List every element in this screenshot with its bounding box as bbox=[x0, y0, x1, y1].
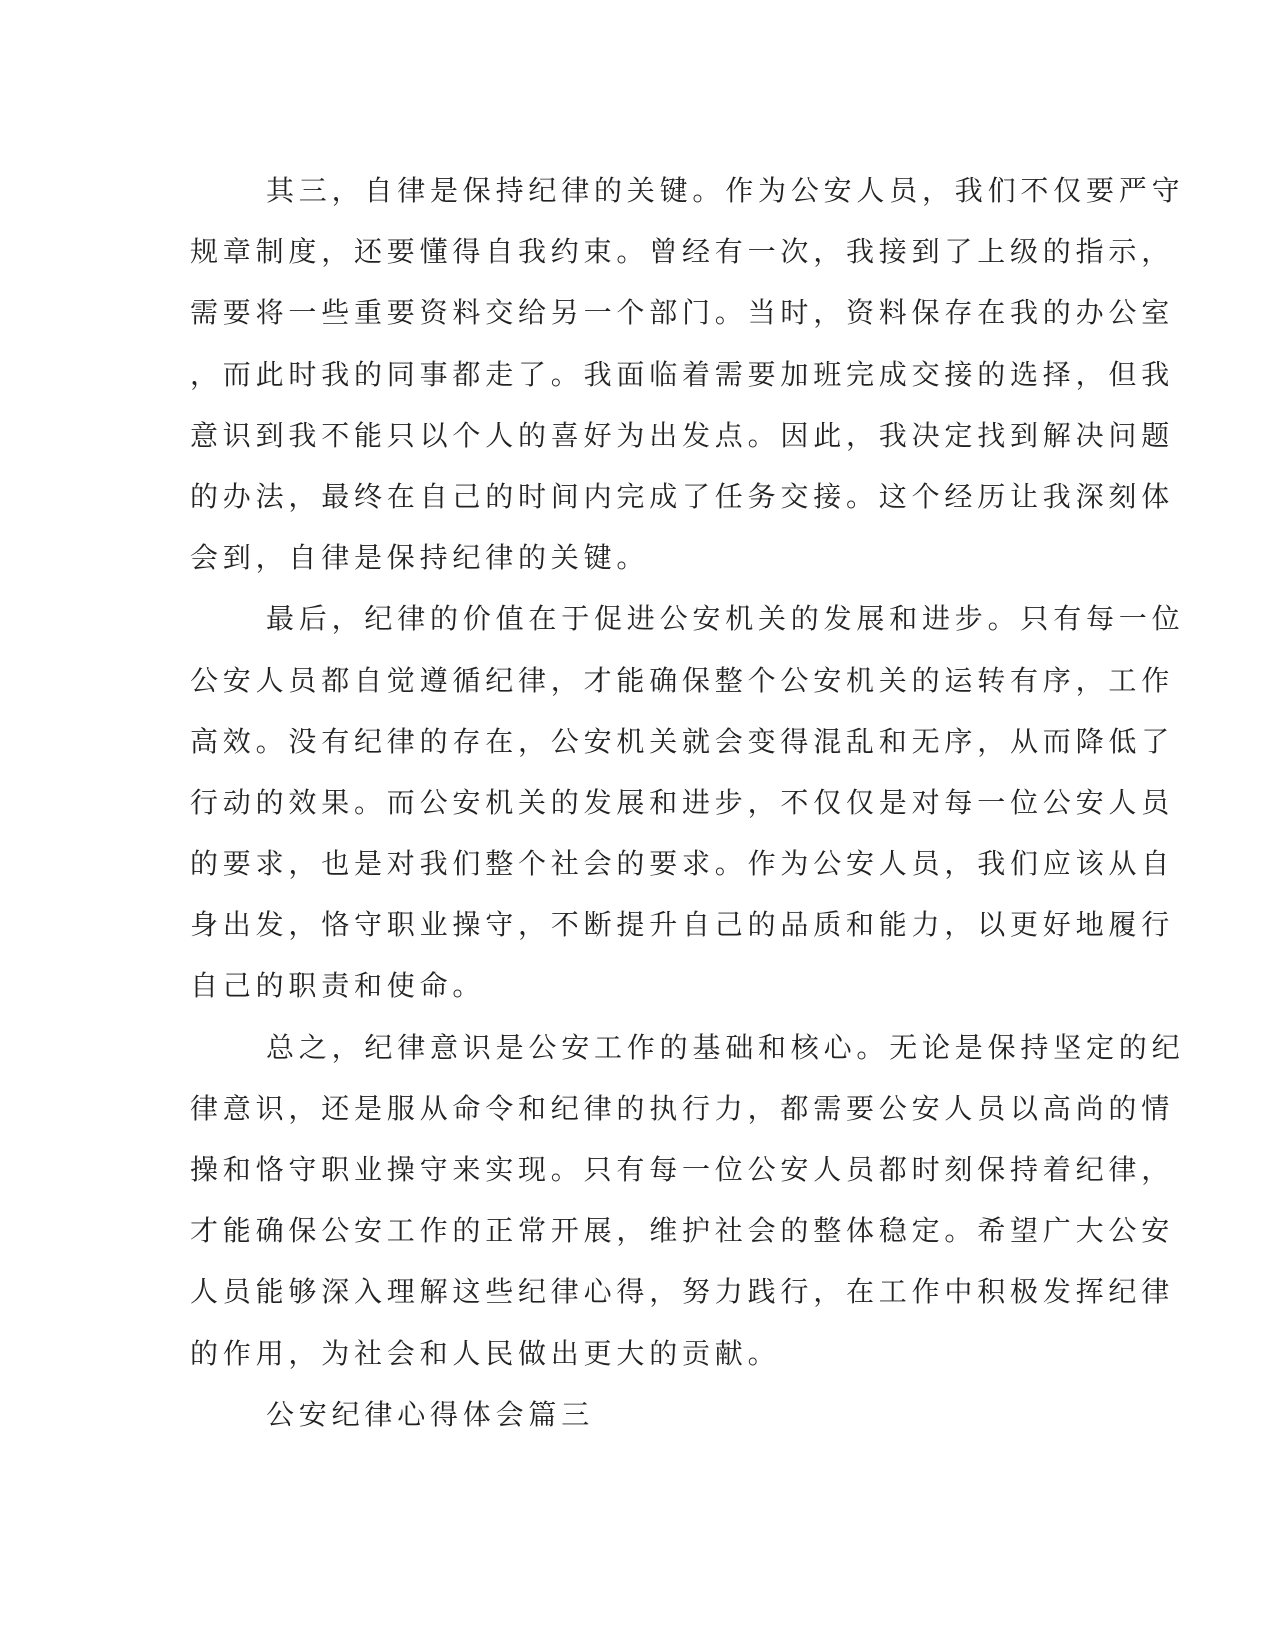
text-line: 其三，自律是保持纪律的关键。作为公安人员，我们不仅要严守 bbox=[266, 174, 1185, 207]
text-line: 才能确保公安工作的正常开展，维护社会的整体稳定。希望广大公安 bbox=[190, 1214, 1175, 1248]
text-line: 身出发，恪守职业操守，不断提升自己的品质和能力，以更好地履行 bbox=[190, 908, 1175, 942]
text-line: 公安人员都自觉遵循纪律，才能确保整个公安机关的运转有序，工作 bbox=[190, 663, 1175, 697]
text-line: 总之，纪律意识是公安工作的基础和核心。无论是保持坚定的纪 bbox=[266, 1030, 1185, 1064]
text-line: 操和恪守职业操守来实现。只有每一位公安人员都时刻保持着纪律， bbox=[190, 1153, 1175, 1186]
text-line: 最后，纪律的价值在于促进公安机关的发展和进步。只有每一位 bbox=[266, 602, 1185, 636]
text-line: 高效。没有纪律的存在，公安机关就会变得混乱和无序，从而降低了 bbox=[190, 724, 1175, 758]
text-line: 的作用，为社会和人民做出更大的贡献。 bbox=[190, 1336, 781, 1370]
text-line: 意识到我不能只以个人的喜好为出发点。因此，我决定找到解决问题 bbox=[190, 418, 1175, 452]
document-body bbox=[190, 160, 1185, 1445]
text-line: 行动的效果。而公安机关的发展和进步，不仅仅是对每一位公安人员 bbox=[190, 785, 1175, 819]
section-heading: 公安纪律心得体会篇三 bbox=[266, 1397, 595, 1431]
text-line: 规章制度，还要懂得自我约束。曾经有一次，我接到了上级的指示， bbox=[190, 235, 1175, 269]
text-line: 人员能够深入理解这些纪律心得，努力践行，在工作中积极发挥纪律 bbox=[190, 1275, 1175, 1309]
text-line: ，而此时我的同事都走了。我面临着需要加班完成交接的选择，但我 bbox=[190, 357, 1175, 391]
text-line: 自己的职责和使命。 bbox=[190, 969, 486, 1003]
text-line: 律意识，还是服从命令和纪律的执行力，都需要公安人员以高尚的情 bbox=[190, 1091, 1175, 1125]
text-line: 的办法，最终在自己的时间内完成了任务交接。这个经历让我深刻体 bbox=[190, 479, 1175, 513]
text-line: 的要求，也是对我们整个社会的要求。作为公安人员，我们应该从自 bbox=[190, 847, 1175, 881]
text-line: 会到，自律是保持纪律的关键。 bbox=[190, 541, 650, 575]
text-line: 需要将一些重要资料交给另一个部门。当时，资料保存在我的办公室 bbox=[190, 296, 1175, 330]
